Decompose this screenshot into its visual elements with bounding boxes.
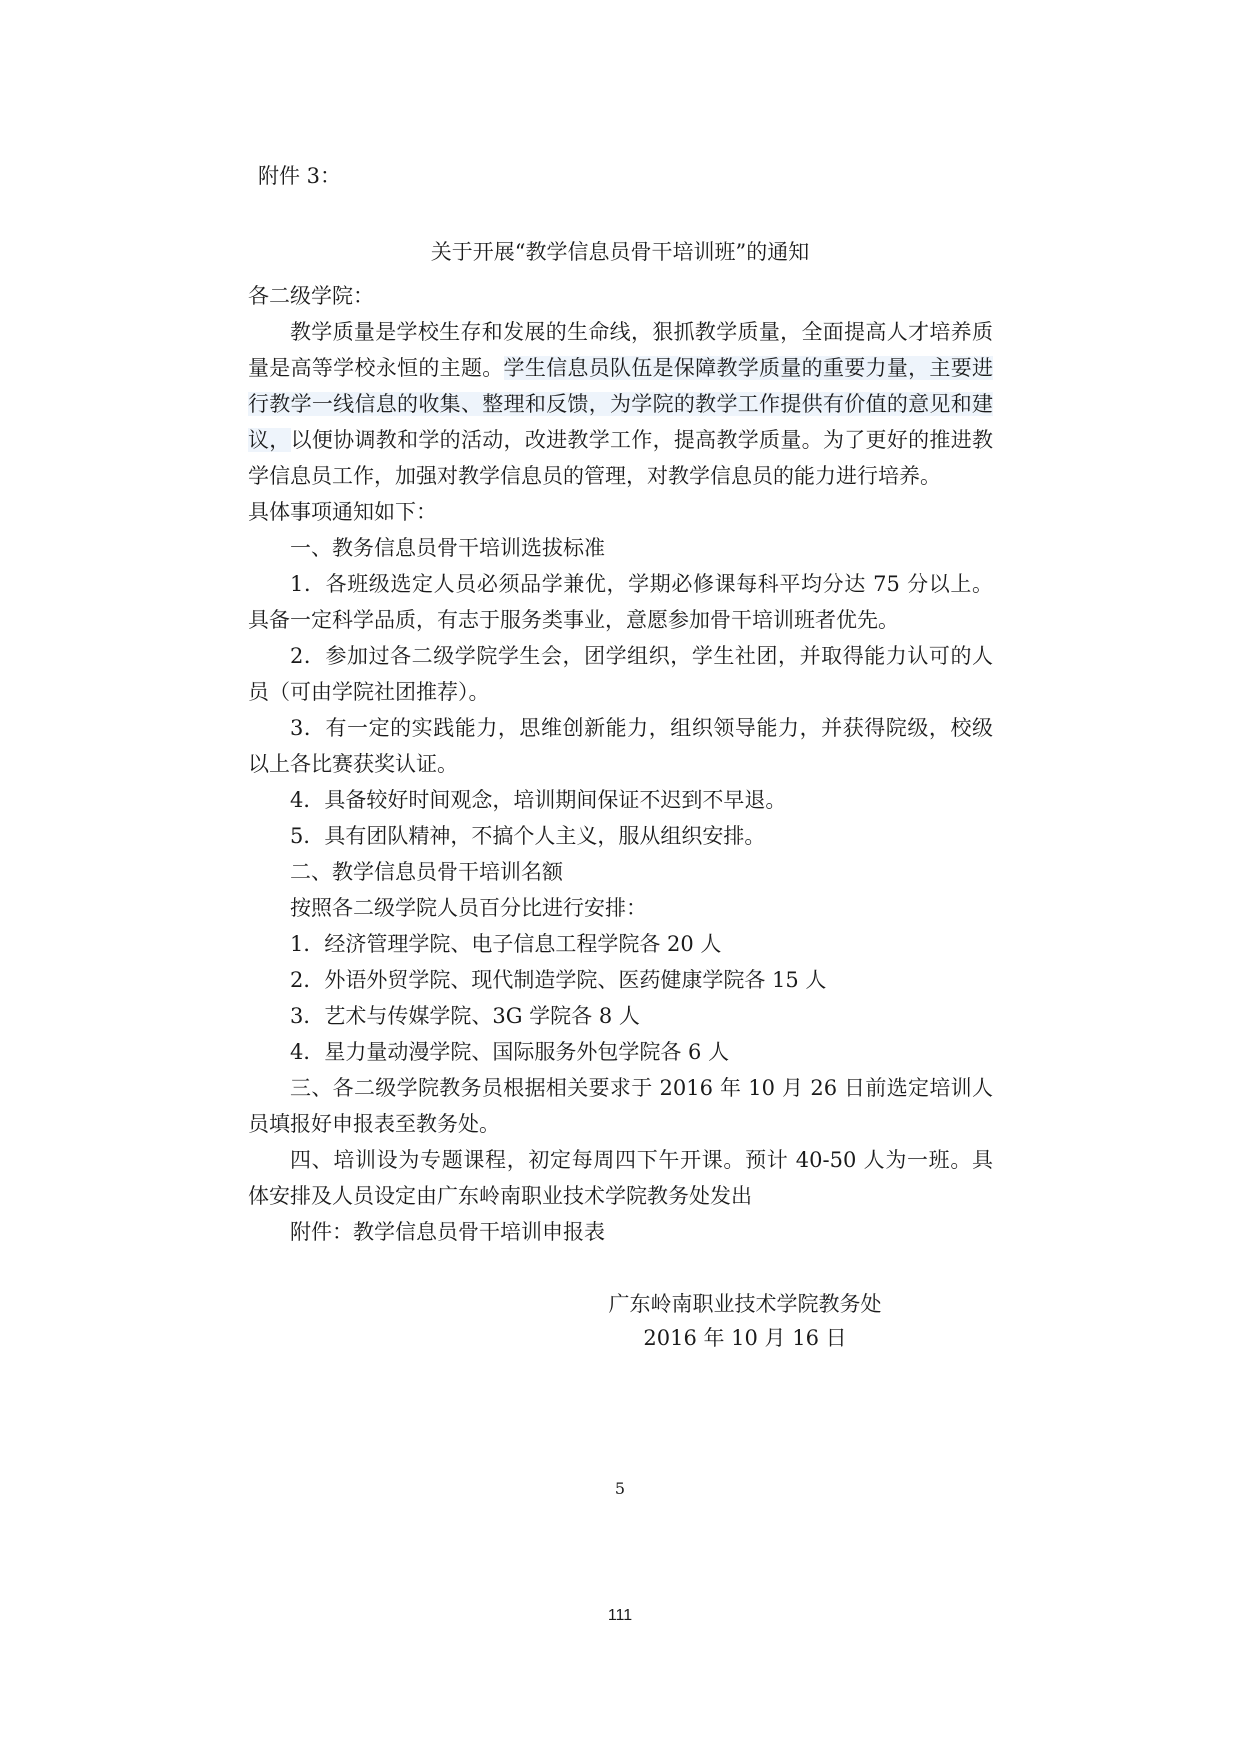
section2-intro: 按照各二级学院人员百分比进行安排： (290, 896, 647, 920)
page-number-inner: 5 (614, 1479, 626, 1498)
notice-body (248, 278, 993, 1250)
section4-paragraph: 四、培训设为专题课程，初定每周四下午开课。预计 40-50 人为一班。具体安排及人员设定由广东岭南职业技术学院教务处发出 (248, 1148, 993, 1208)
section2-heading: 二、教学信息员骨干培训名额 (290, 860, 563, 884)
notice-title: 关于开展“教学信息员骨干培训班”的通知 (430, 240, 810, 264)
intro-text-1: 教学质量是学校生存和发展的生命线，狠抓教学质量，全面提高人才培养质量是高等学校永恒的主题。 (248, 320, 993, 380)
signature-org: 广东岭南职业技术学院教务处 (608, 1292, 882, 1316)
intro-text-3: 以便协调教和学的活动，改进教学工作，提高教学质量。为了更好的推进教学信息员工作，加强对教学信息员的管理，对教学信息员的能力进行培养。 (248, 428, 994, 488)
section1-heading: 一、教务信息员骨干培训选拔标准 (290, 536, 605, 560)
section2-item: 3．艺术与传媒学院、3G 学院各 8 人 (290, 1004, 640, 1028)
section1-item: 3．有一定的实践能力，思维创新能力，组织领导能力，并获得院级，校级以上各比赛获奖认证。 (248, 716, 993, 776)
signature-date: 2016 年 10 月 16 日 (643, 1326, 847, 1350)
section3-paragraph: 三、各二级学院教务员根据相关要求于 2016 年 10 月 26 日前选定培训人员填报好申报表至教务处。 (248, 1076, 993, 1136)
section1-item: 5．具有团队精神，不搞个人主义，服从组织安排。 (290, 824, 766, 848)
section1-item: 1．各班级选定人员必须品学兼优，学期必修课每科平均分达 75 分以上。具备一定科学品质，有志于服务类事业，意愿参加骨干培训班者优先。 (248, 572, 993, 632)
section1-item: 4．具备较好时间观念，培训期间保证不迟到不早退。 (290, 788, 787, 812)
attachment-label: 附件 3： (258, 164, 342, 188)
signature-block (595, 1287, 895, 1355)
lead-in: 具体事项通知如下： (248, 500, 437, 524)
intro-text-highlight: 学生信息员队伍是保障教学质量的重要力量，主要进行教学一线信息的收集、整理和反馈，为学院的教学工作提供有价值的意见和建议， (248, 356, 993, 452)
section2-item: 2．外语外贸学院、现代制造学院、医药健康学院各 15 人 (290, 968, 827, 992)
attachment-note: 附件：教学信息员骨干培训申报表 (290, 1220, 605, 1244)
page-number-outer: 111 (607, 1607, 633, 1624)
section2-item: 1．经济管理学院、电子信息工程学院各 20 人 (290, 932, 722, 956)
section1-item: 2．参加过各二级学院学生会，团学组织，学生社团，并取得能力认可的人员（可由学院社团推荐）。 (248, 644, 993, 704)
intro-paragraph (248, 314, 993, 494)
salutation: 各二级学院： (248, 284, 374, 308)
section2-item: 4．星力量动漫学院、国际服务外包学院各 6 人 (290, 1040, 730, 1064)
